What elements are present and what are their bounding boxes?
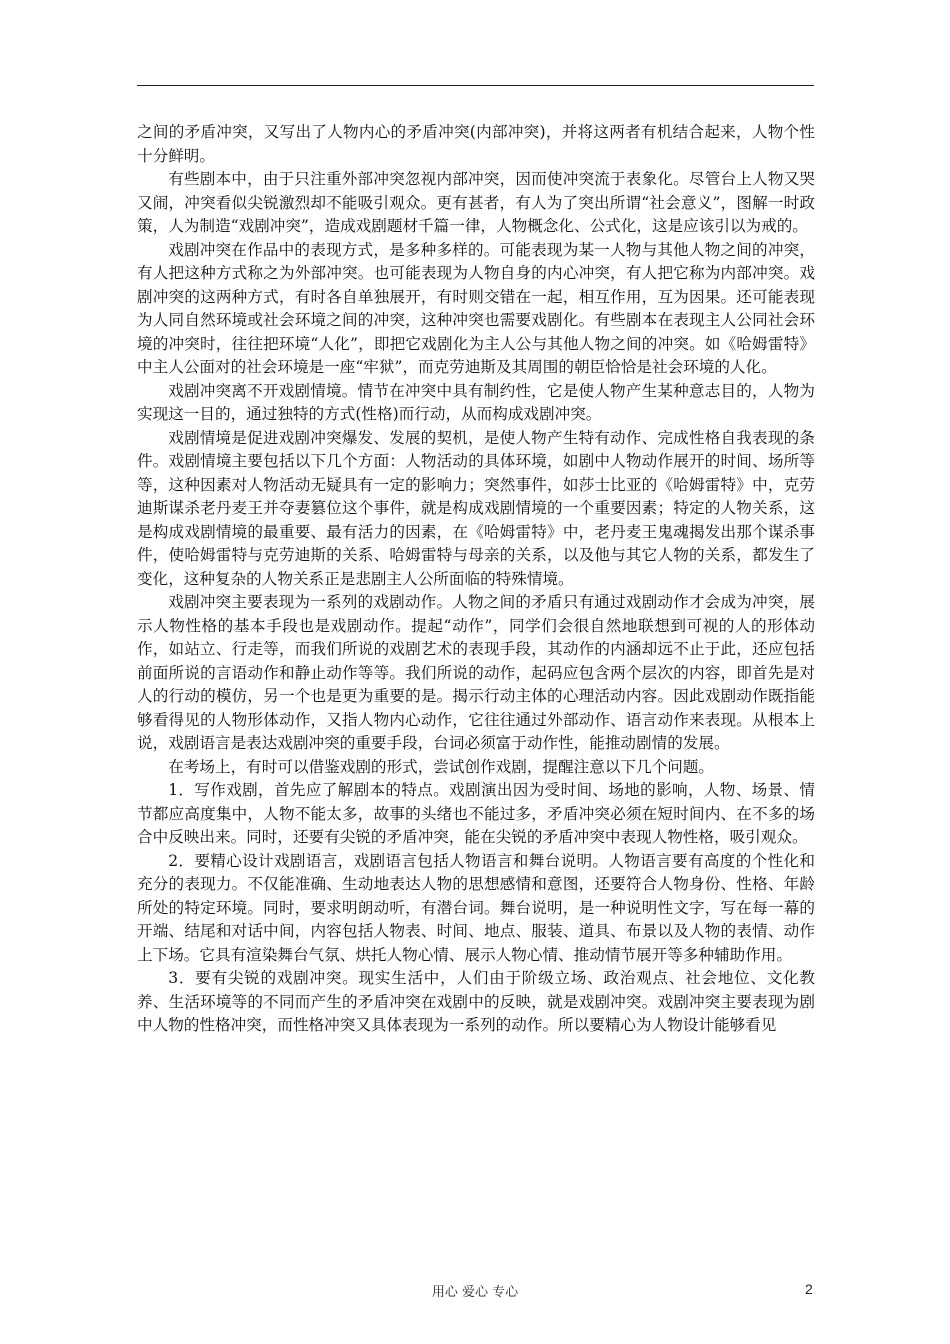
paragraph: 戏剧冲突主要表现为一系列的戏剧动作。人物之间的矛盾只有通过戏剧动作才会成为冲突，展示人物性格的基本手段也是戏剧动作。提起“动作”，同学们会很自然地联想到可视的人的形体动作，如站立、行走等，而我们所说的戏剧艺术的表现手段，其动作的内涵却远不止于此，还应包括前面所说的言语动作和静止动作等等。我们所说的动作，起码应包含两个层次的内容，即首先是对人的行动的模仿，另一个也是更为重要的是。揭示行动主体的心理活动内容。因此戏剧动作既指能够看得见的人物形体动作，又指人物内心动作，它往往通过外部动作、语言动作来表现。从根本上说，戏剧语言是表达戏剧冲突的重要手段，台词必须富于动作性，能推动剧情的发展。 <box>137 593 815 752</box>
paragraph: 戏剧冲突在作品中的表现方式，是多种多样的。可能表现为某一人物与其他人物之间的冲突，有人把这种方式称之为外部冲突。也可能表现为人物自身的内心冲突，有人把它称为内部冲突。戏剧冲突的这两种方式，有时各自单独展开，有时则交错在一起，相互作用，互为因果。还可能表现为人同自然环境或社会环境之间的冲突，这种冲突也需要戏剧化。有些剧本在表现主人公同社会环境的冲突时，往往把环境“人化”，即把它戏剧化为主人公与其他人物之间的冲突。如《哈姆雷特》中主人公面对的社会环境是一座“牢狱”，而克劳迪斯及其周围的朝臣恰恰是社会环境的人化。 <box>137 240 815 376</box>
paragraph: 有些剧本中，由于只注重外部冲突忽视内部冲突，因而使冲突流于表象化。尽管台上人物又哭又闹，冲突看似尖锐激烈却不能吸引观众。更有甚者，有人为了突出所谓“社会意义”，图解一时政策，人为制造“戏剧冲突”，造成戏剧题材千篇一律，人物概念化、公式化，这是应该引以为戒的。 <box>137 170 815 235</box>
header-rule <box>137 85 814 86</box>
paragraph: 1．写作戏剧，首先应了解剧本的特点。戏剧演出因为受时间、场地的影响，人物、场景、情节都应高度集中，人物不能太多，故事的头绪也不能过多，矛盾冲突必须在短时间内、在不多的场合中反映出来。同时，还要有尖锐的矛盾冲突，能在尖锐的矛盾冲突中表现人物性格，吸引观众。 <box>137 781 815 846</box>
paragraph: 2．要精心设计戏剧语言，戏剧语言包括人物语言和舞台说明。人物语言要有高度的个性化和充分的表现力。不仅能准确、生动地表达人物的思想感情和意图，还要符合人物身份、性格、年龄所处的特定环境。同时，要求明朗动听，有潜台词。舞台说明，是一种说明性文字，写在每一幕的开端、结尾和对话中间，内容包括人物表、时间、地点、服装、道具、布景以及人物的表情、动作上下场。它具有渲染舞台气氛、烘托人物心情、展示人物心情、推动情节展开等多种辅助作用。 <box>137 851 815 964</box>
paragraph: 戏剧冲突离不开戏剧情境。情节在冲突中具有制约性，它是使人物产生某种意志目的，人物为实现这一目的，通过独特的方式(性格)而行动，从而构成戏剧冲突。 <box>137 381 815 423</box>
paragraph: 戏剧情境是促进戏剧冲突爆发、发展的契机，是使人物产生特有动作、完成性格自我表现的条件。戏剧情境主要包括以下几个方面：人物活动的具体环境，如剧中人物动作展开的时间、场所等等，这种因素对人物活动无疑具有一定的影响力；突然事件，如莎士比亚的《哈姆雷特》中，克劳迪斯谋杀老丹麦王并夺妻篡位这个事件，就是构成戏剧情境的一个重要因素；特定的人物关系，这是构成戏剧情境的最重要、最有活力的因素，在《哈姆雷特》中，老丹麦王鬼魂揭发出那个谋杀事件，使哈姆雷特与克劳迪斯的关系、哈姆雷特与母亲的关系，以及他与其它人物的关系，都发生了变化，这种复杂的人物关系正是悲剧主人公所面临的特殊情境。 <box>137 428 815 588</box>
paragraph: 在考场上，有时可以借鉴戏剧的形式，尝试创作戏剧，提醒注意以下几个问题。 <box>168 757 714 776</box>
page-number: 2 <box>805 1281 813 1297</box>
paragraph: 之间的矛盾冲突，又写出了人物内心的矛盾冲突(内部冲突)，并将这两者有机结合起来，人物个性十分鲜明。 <box>137 123 815 165</box>
paragraph: 3．要有尖锐的戏剧冲突。现实生活中，人们由于阶级立场、政治观点、社会地位、文化教养、生活环境等的不同而产生的矛盾冲突在戏剧中的反映，就是戏剧冲突。戏剧冲突主要表现为剧中人物的性格冲突，而性格冲突又具体表现为一系列的动作。所以要精心为人物设计能够看见 <box>137 969 815 1034</box>
footer-slogan: 用心 爱心 专心 <box>431 1285 519 1300</box>
body-text <box>137 121 815 1038</box>
